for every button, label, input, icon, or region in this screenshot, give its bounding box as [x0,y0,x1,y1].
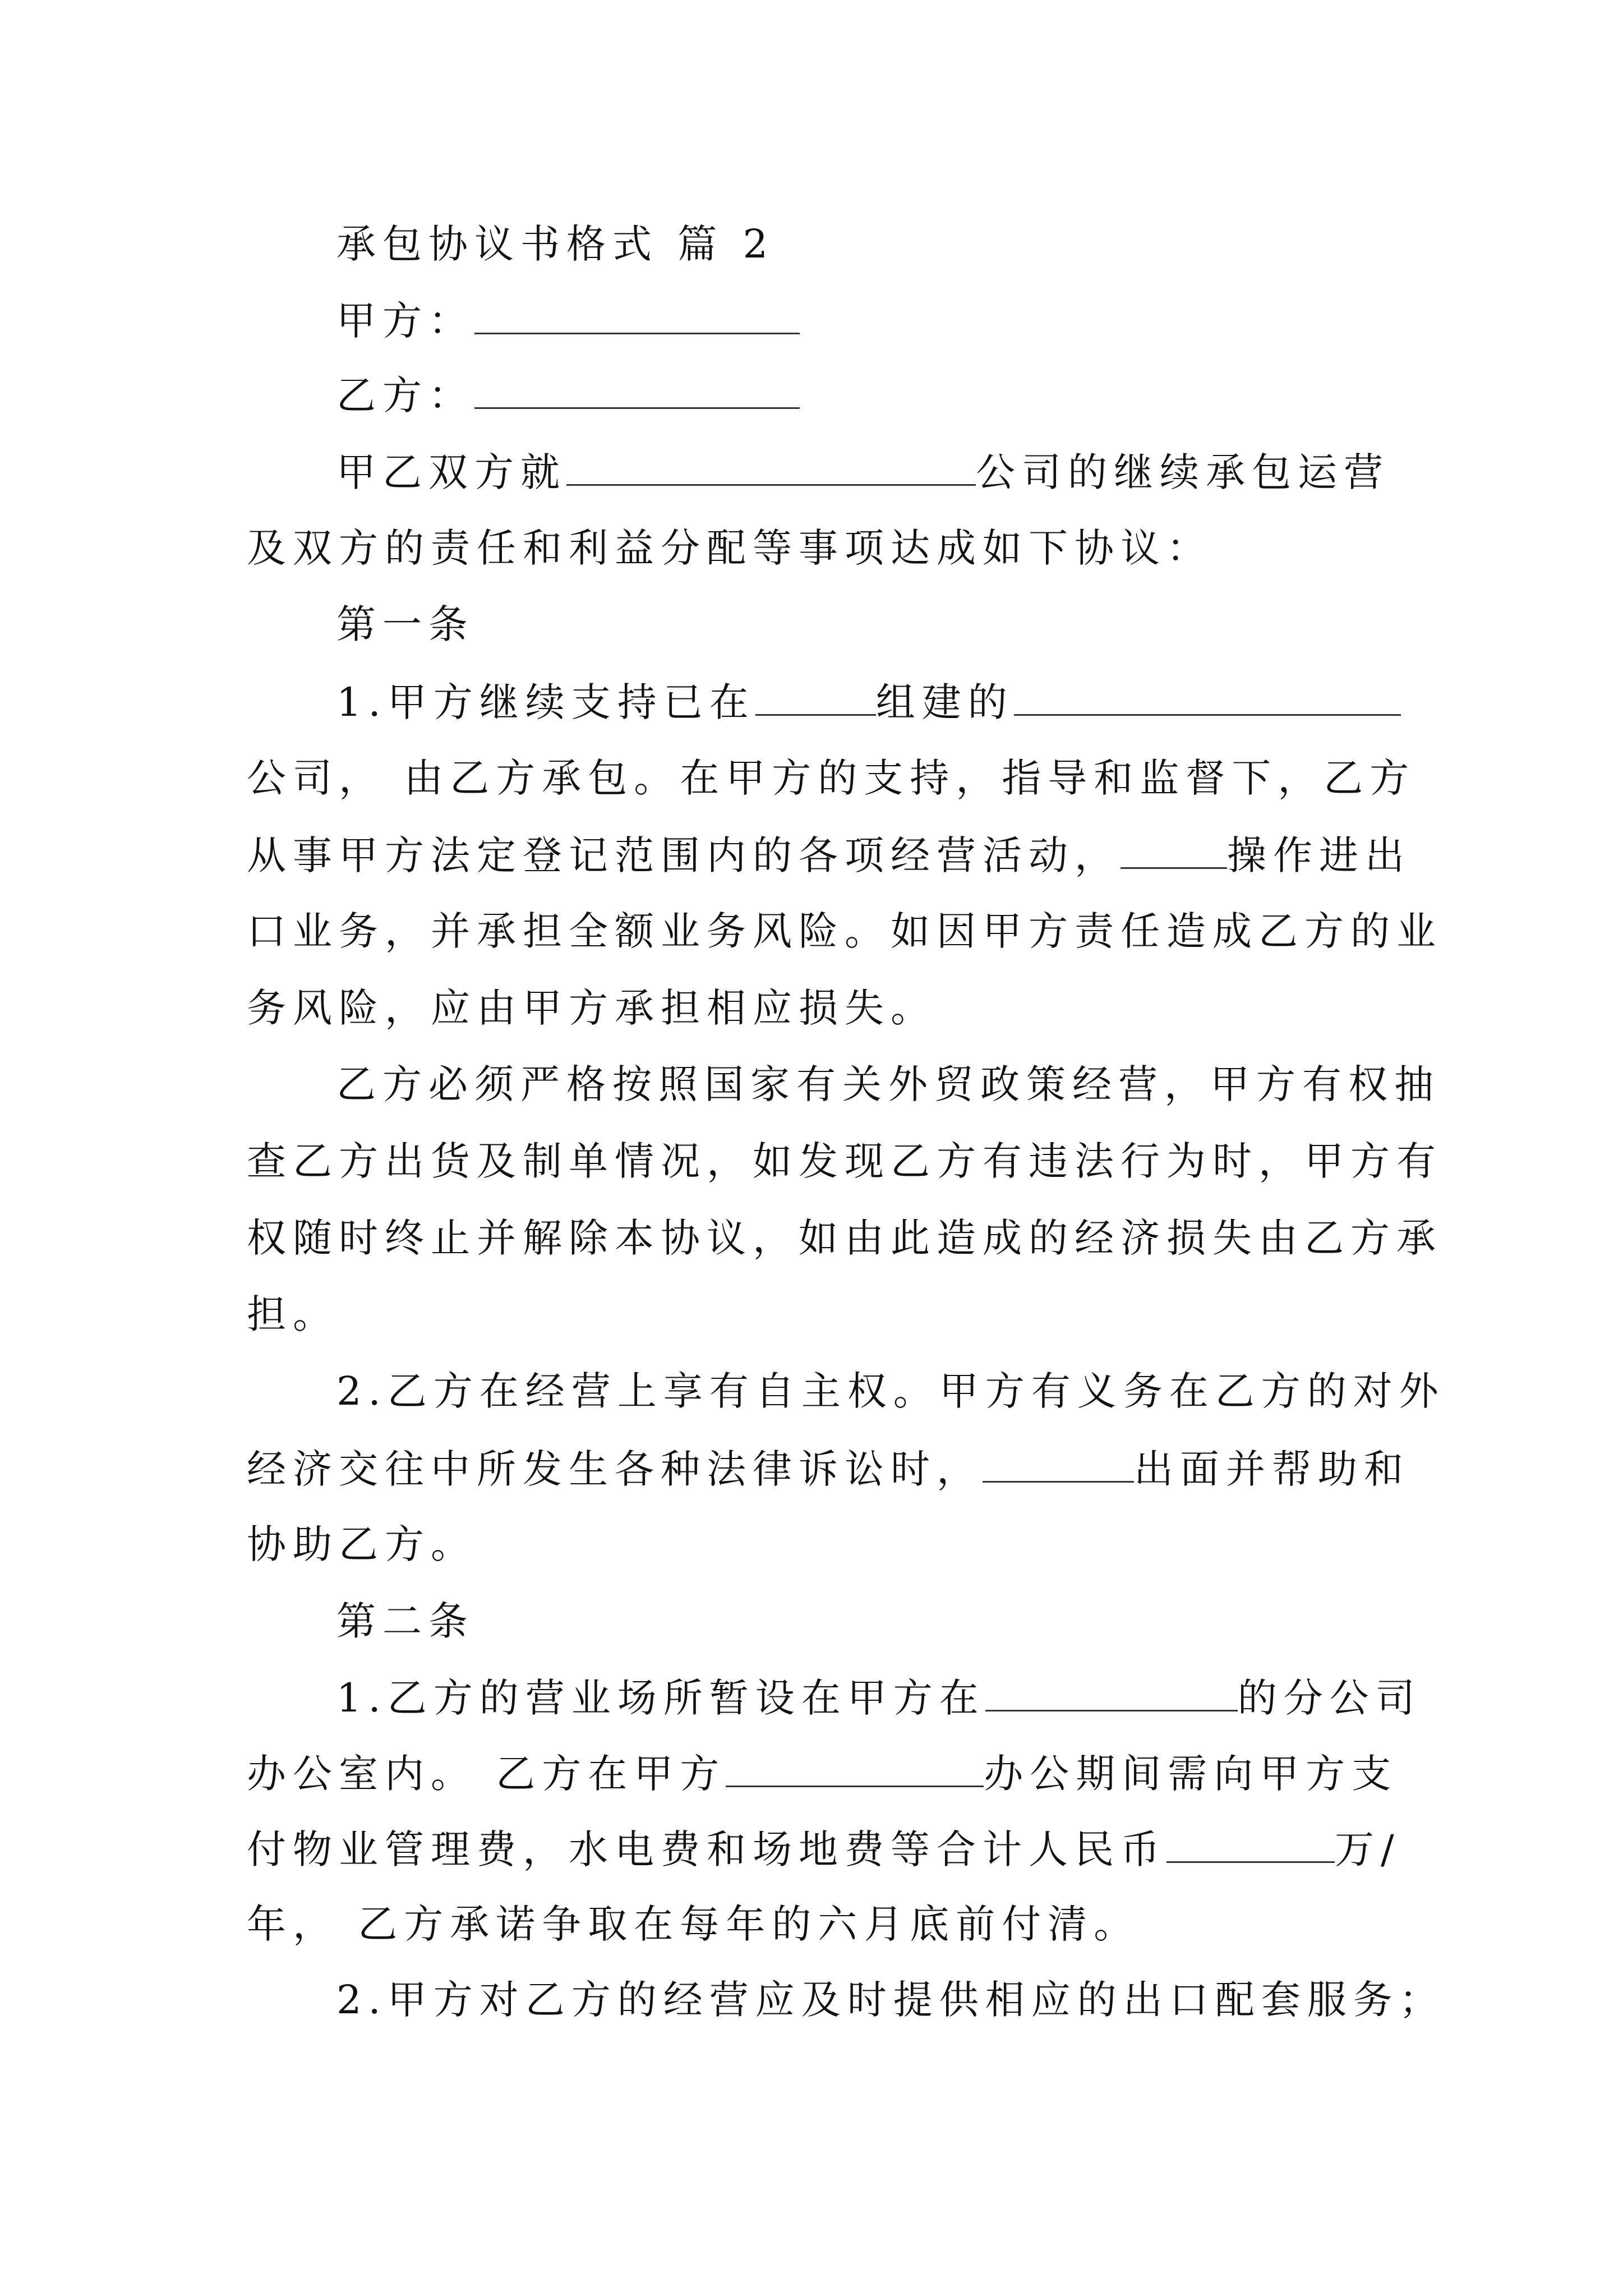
company-blank [1014,682,1401,716]
location-blank [755,682,876,716]
intro-line-1: 甲乙双方就 公司的继续承包运营 [336,449,1390,495]
party-b-blank [474,375,800,409]
operation-blank [1121,835,1227,869]
article-1-p3-line-3: 协助乙方。 [247,1521,477,1567]
article-1-p2-line-2: 查乙方出货及制单情况，如发现乙方有违法行为时，甲方有 [247,1138,1442,1184]
party-a-blank [474,300,800,334]
article-1-p2-line-4: 担。 [247,1291,339,1337]
article-1-p1-line-2: 公司， 由乙方承包。在甲方的支持，指导和监督下，乙方 [247,755,1416,801]
document-title: 承包协议书格式 篇 2 [336,221,775,267]
article-2-p2-line-1: 2.甲方对乙方的经营应及时提供相应的出口配套服务； [336,1977,1445,2023]
article-2-p1-line-4: 年， 乙方承诺争取在每年的六月底前付清。 [247,1901,1140,1947]
party-a-label: 甲方： [336,298,474,344]
article-1-p1-line-3: 从事甲方法定登记范围内的各项经营活动， 操作进出 [247,832,1411,878]
lawsuit-blank [983,1448,1134,1483]
article-2-p1-line-1: 1.乙方的营业场所暂设在甲方在 的分公司 [336,1675,1422,1721]
branch-location-blank [985,1677,1238,1711]
article-1-p3-line-1: 2.乙方在经营上享有自主权。甲方有义务在乙方的对外 [336,1368,1445,1414]
article-1-p2-line-3: 权随时终止并解除本协议，如由此造成的经济损失由乙方承 [247,1215,1442,1261]
article-2-p1-line-3: 付物业管理费，水电费和场地费等合计人民币 万/ [247,1826,1401,1872]
article-1-p1-line-5: 务风险，应由甲方承担相应损失。 [247,985,937,1031]
article-2-heading: 第二条 [336,1598,474,1644]
party-b-label: 乙方： [336,372,474,418]
article-1-p3-line-2: 经济交往中所发生各种法律诉讼时， 出面并帮助和 [247,1446,1410,1492]
article-1-p1-line-1: 1.甲方继续支持已在 组建的 [336,682,1401,722]
party-b-line [336,372,800,418]
party-a-line [336,298,800,344]
article-1-p2-line-1: 乙方必须严格按照国家有关外贸政策经营，甲方有权抽 [336,1061,1440,1107]
amount-blank [1166,1829,1335,1863]
company-name-blank [566,452,976,486]
article-2-p1-line-2: 办公室内。 乙方在甲方 办公期间需向甲方支 [247,1751,1398,1797]
article-1-p1-line-4: 口业务，并承担全额业务风险。如因甲方责任造成乙方的业 [247,908,1442,954]
intro-line-2: 及双方的责任和利益分配等事项达成如下协议： [247,525,1212,571]
office-blank [726,1753,984,1787]
article-1-heading: 第一条 [336,601,474,647]
